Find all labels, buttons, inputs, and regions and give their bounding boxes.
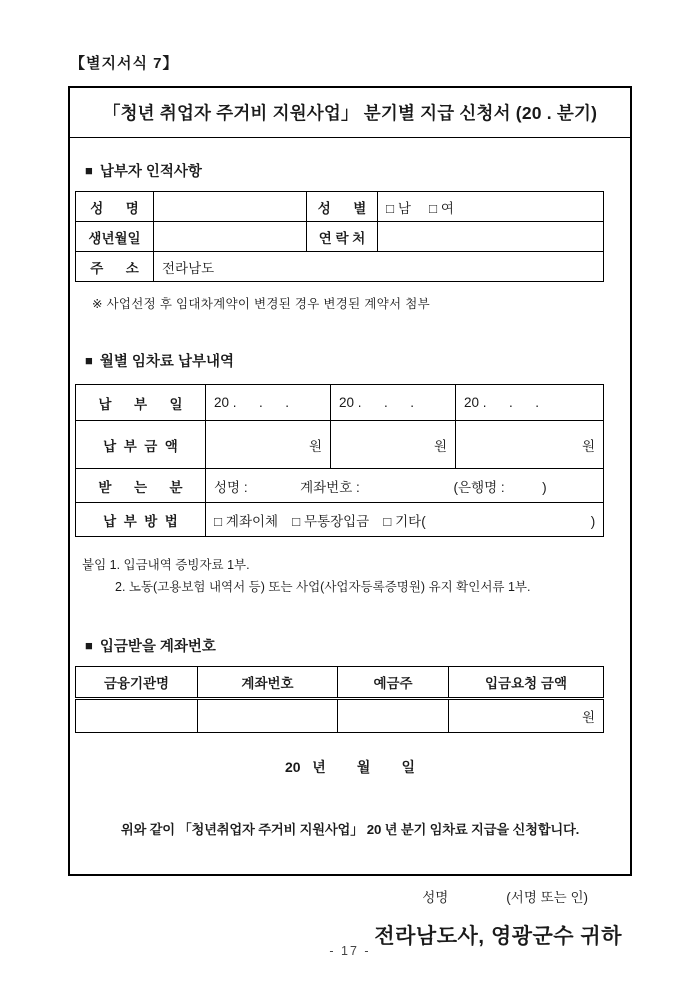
checkbox-male[interactable]: □ 남: [386, 200, 411, 216]
section-heading-payer: [85, 160, 630, 181]
birthdate-input-cell[interactable]: [154, 222, 307, 252]
checkbox-female[interactable]: □ 여: [428, 200, 454, 216]
table-row: [76, 222, 604, 252]
table-row: [76, 469, 604, 503]
page-number: - 17 -: [329, 944, 371, 958]
section-bullet-icon: ■: [85, 353, 93, 368]
payment-date-cell[interactable]: 20 . . .: [206, 385, 331, 421]
section-bullet-icon: ■: [85, 637, 93, 653]
table-header-row: [76, 666, 604, 698]
name-label: 성 명: [76, 192, 154, 222]
section-heading-account: [85, 635, 630, 656]
attachment-line-2: 2. 노동(고용보험 내역서 등) 또는 사업(사업자등록증명원) 유지 확인서류 1부.: [115, 579, 531, 594]
account-holder-header: 예금주: [338, 666, 449, 698]
payment-amount-cell[interactable]: 원: [206, 421, 331, 469]
form-title: 「청년 취업자 주거비 지원사업」 분기별 지급 신청서 (20 . 분기): [70, 88, 630, 138]
checkbox-bank-transfer[interactable]: □ 계좌이체: [214, 513, 279, 529]
payment-amount-cell[interactable]: 원: [456, 421, 604, 469]
payment-method-label: 납 부 방 법: [76, 503, 206, 537]
address-label: 주 소: [76, 252, 154, 282]
bank-name-input-cell[interactable]: [76, 698, 198, 732]
checkbox-other[interactable]: □ 기타( ): [383, 513, 596, 529]
attachments-note: [82, 555, 630, 599]
application-date-line: 20 년 월 일: [284, 758, 416, 775]
address-input-cell[interactable]: 전라남도: [154, 252, 604, 282]
payment-amount-label: 납 부 금 액: [76, 421, 206, 469]
table-row: [76, 192, 604, 222]
table-row: [76, 503, 604, 537]
section-heading-rent: [85, 350, 630, 371]
payment-method-cell: [206, 503, 604, 537]
gender-label: 성 별: [307, 192, 378, 222]
signature-seal-label: (서명 또는 인): [506, 889, 588, 905]
signature-row: [70, 886, 630, 906]
table-row: [76, 252, 604, 282]
gender-input-cell: [378, 192, 604, 222]
table-row: [76, 698, 604, 732]
contract-change-note: ※ 사업선정 후 임대차계약이 변경된 경우 변경된 계약서 첨부: [92, 297, 430, 311]
attachment-line-1: 붙임 1. 입금내역 증빙자료 1부.: [82, 558, 250, 572]
form-label: 【별지서식 7】: [70, 55, 179, 72]
section-heading-label: 입금받을 계좌번호: [99, 638, 216, 655]
name-input-cell[interactable]: [154, 192, 307, 222]
payment-date-cell[interactable]: 20 . . .: [456, 385, 604, 421]
requested-amount-header: 입금요청 금액: [449, 666, 604, 698]
section-bullet-icon: ■: [85, 163, 93, 178]
contact-label: 연 락 처: [307, 222, 378, 252]
section-heading-label: 납부자 인적사항: [99, 164, 202, 180]
application-statement: 위와 같이 「청년취업자 주거비 지원사업」 20 년 분기 임차료 지급을 신청합니다.: [120, 821, 580, 837]
receiver-label: 받 는 분: [76, 469, 206, 503]
checkbox-deposit-without-passbook[interactable]: □ 무통장입금: [292, 513, 370, 529]
bank-name-header: 금융기관명: [76, 666, 198, 698]
section-heading-label: 월별 임차료 납부내역: [99, 354, 234, 370]
rent-payment-table: [75, 384, 604, 537]
addressee-line: 전라남도사, 영광군수 귀하: [374, 924, 622, 948]
payment-date-label: 납 부 일: [76, 385, 206, 421]
payer-info-table: [75, 191, 604, 282]
account-number-input-cell[interactable]: [198, 698, 338, 732]
payment-date-cell[interactable]: 20 . . .: [331, 385, 456, 421]
deposit-account-table: [75, 666, 604, 733]
table-row: [76, 421, 604, 469]
contact-input-cell[interactable]: [378, 222, 604, 252]
receiver-input-cell[interactable]: 성명 : 계좌번호 : (은행명 : ): [206, 469, 604, 503]
signature-name-label: 성명: [422, 889, 449, 905]
form-border-box: [68, 86, 632, 948]
requested-amount-input-cell[interactable]: 원: [449, 698, 604, 732]
birthdate-label: 생년월일: [76, 222, 154, 252]
table-row: [76, 385, 604, 421]
account-holder-input-cell[interactable]: [338, 698, 449, 732]
payment-amount-cell[interactable]: 원: [331, 421, 456, 469]
account-number-header: 계좌번호: [198, 666, 338, 698]
